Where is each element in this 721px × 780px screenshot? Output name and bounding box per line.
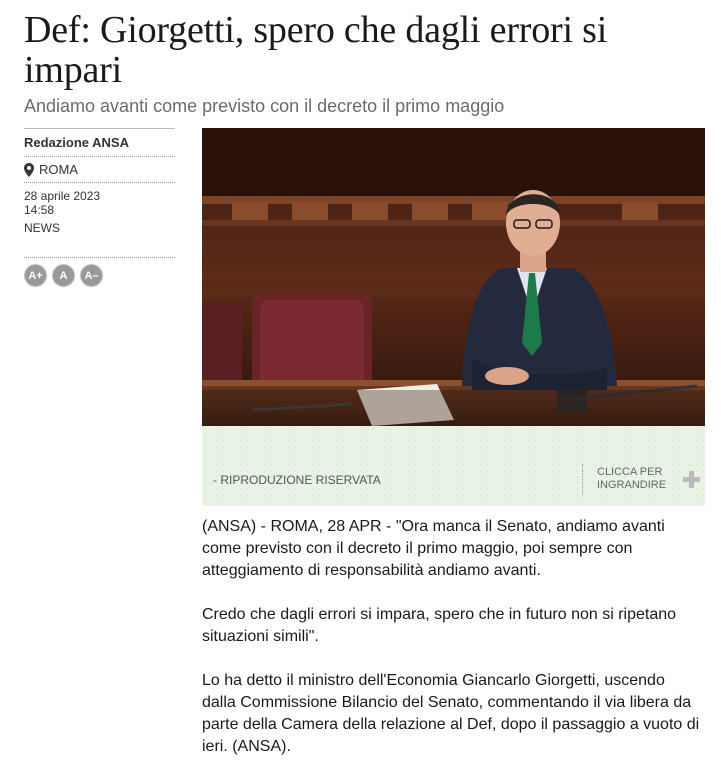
photo-caption: - RIPRODUZIONE RISERVATA [213,473,381,487]
article-paragraph: (ANSA) - ROMA, 28 APR - "Ora manca il Senato, andiamo avanti come previsto con il decreto il primo maggio, poi sempre con atteggiamento di responsabilità andiamo avanti. [202,518,665,579]
article-headline: Def: Giorgetti, spero che dagli errori si impari [24,9,608,91]
author-name[interactable]: Redazione ANSA [24,135,129,150]
article-body [202,516,702,780]
plus-icon [683,471,700,488]
article-meta-sidebar [24,128,175,287]
article-subtitle: Andiamo avanti come previsto con il decreto il primo maggio [24,96,505,116]
location-label: ROMA [39,162,78,177]
article-photo [202,128,705,506]
divider [24,257,175,258]
publish-info [24,183,175,235]
publish-date: 28 aprile 2023 [24,189,101,203]
photo-image[interactable] [202,128,705,426]
enlarge-photo-button[interactable] [582,464,700,494]
publish-time: 14:58 [24,203,55,217]
article-paragraph: Lo ha detto il ministro dell'Economia Giancarlo Giorgetti, uscendo dalla Commissione Bilancio del Senato, commentando il via libera da parte della Camera della relazione al Def, dopo il passaggio a vuoto di ieri. (ANSA). [202,672,700,755]
font-increase-button[interactable]: A+ [24,264,47,287]
font-decrease-button[interactable]: A– [80,264,103,287]
category-label[interactable]: NEWS [24,221,60,235]
font-size-controls [24,264,175,287]
enlarge-label: CLICCA PER INGRANDIRE [597,466,667,491]
article-paragraph: Credo che dagli errori si impara, spero che in futuro non si ripetano situazioni simili". [202,606,677,645]
location [24,157,175,182]
photo-caption-bar [202,426,705,506]
map-pin-icon [24,163,34,177]
font-reset-button[interactable]: A [52,264,75,287]
